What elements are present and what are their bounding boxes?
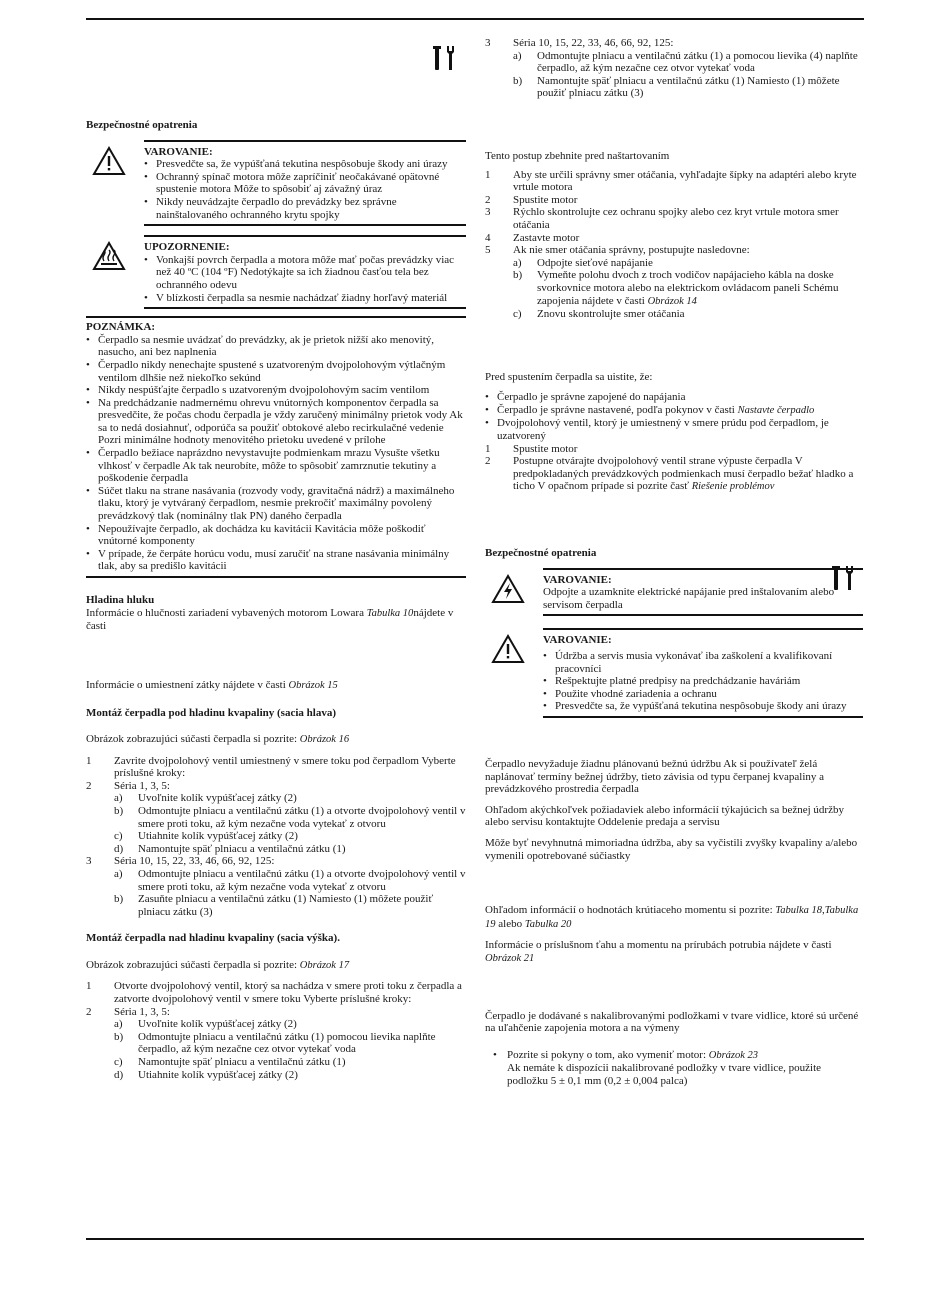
sub-step: c) Znovu skontrolujte smer otáčania [513,308,685,321]
numbered-step: 3 Rýchlo skontrolujte cez ochranu spojky alebo cez kryt vrtule motora smer otáčania [485,206,839,231]
list-item: • Čerpadlo bežiace naprázdno nevystavujte podmienkam mrazu Vysušte všetku vlhkosť v čerpadle Ak tak neurobíte, môže to spôsobiť zamrznutie tekutiny a poškodenie čerpadla [86,447,466,485]
warning-box [543,628,863,718]
electrical-warning-box [543,568,863,617]
maintenance-paragraph: Môže byť nevyhnutná mimoriadna údržba, aby sa vyčistili zvyšky kvapaliny a/alebo vymenili opotrebované súčiastky [485,836,858,862]
above-fig-text: Obrázok zobrazujúci súčasti čerpadla si pozrite: Obrázok 17 [86,958,350,971]
electrical-hazard-icon [491,574,525,604]
torque-text: Ohľadom informácií o hodnotách krútiaceho momentu si pozrite: Tabulka 18,Tabulka 19 alebo Tabulka 20 [485,904,859,930]
warning-text: Odpojte a uzamknite elektrické napájanie pred inštalovaním alebo servisom čerpadla [543,586,835,611]
sub-step: d) Utiahnite kolík vypúšťacej zátky (2) [114,1068,298,1081]
sub-step: d) Namontujte späť plniacu a ventilačnú zátku (1) [114,842,346,855]
numbered-step: 1 Otvorte dvojpolohový ventil, ktorý sa nachádza v smere proti toku z čerpadla a zatvorte dvojpolohový ventil v smere toku Vyberte príslušné kroky: [86,980,462,1006]
numbered-step: 1 Zavrite dvojpolohový ventil umiestnený v smere toku pod čerpadlom Vyberte príslušné kroky: [86,754,456,780]
numbered-step: 4 Zastavte motor [485,231,580,244]
section-reference[interactable]: Riešenie problémov [691,481,775,493]
shim-text: Čerpadlo je dodávané s nakalibrovanými podložkami v tvare vidlice, ktoré sú určené na uľahčenie zapojenia motora a na výmeny [485,1009,859,1035]
list-item: • Čerpadlo sa nesmie uvádzať do prevádzky, ak je prietok nižší ako menovitý, nasucho, ani bez naplnenia [86,334,466,359]
warning-triangle-icon [491,634,525,664]
left-column [86,30,466,1081]
numbered-step: 2 Séria 1, 3, 5: [86,1005,170,1018]
safety-heading: Bezpečnostné opatrenia [86,119,198,131]
safety-heading: Bezpečnostné opatrenia [485,547,597,560]
figure-reference[interactable]: Obrázok 17 [299,959,350,971]
list-item: • Použite vhodné zariadenia a ochranu [543,688,863,701]
list-item: • Pozrite si pokyny o tom, ako vymeniť motor: Obrázok 23 Ak nemáte k dispozícii nakalibrované podložky v tvare vidlice, použite podložku 5 ± 0,1 mm (0,2 ± 0,004 palca) [493,1049,863,1088]
bottom-rule [86,1238,864,1240]
numbered-step: 3 Séria 10, 15, 22, 33, 46, 66, 92, 125: [485,37,674,49]
list-item: • Čerpadlo je správne zapojené do napájania [485,391,863,404]
figure-reference[interactable]: Obrázok 15 [288,679,338,691]
list-item: • Údržba a servis musia vykonávať iba zaškolení a kvalifikovaní pracovníci [543,650,863,675]
sub-step: c) Utiahnite kolík vypúšťacej zátky (2) [114,830,298,843]
list-item: • Čerpadlo nikdy nenechajte spustené s uzatvoreným dvojpolohovým výtlačným ventilom dlhšie než niekoľko sekúnd [86,359,466,384]
figure-reference[interactable]: Obrázok 21 [485,952,535,964]
list-item: • Presvedčte sa, že vypúšťaná tekutina nespôsobuje škody ani úrazy [144,158,466,171]
hot-surface-icon [92,241,126,271]
list-item: • Čerpadlo je správne nastavené, podľa pokynov v časti Nastavte čerpadlo [485,404,863,418]
noise-heading: Hladina hluku [86,594,155,606]
list-item: • Dvojpolohový ventil, ktorý je umiestnený v smere prúdu pod čerpadlom, je uzatvorený [485,417,863,442]
warning-box [144,140,466,227]
numbered-step: 2 Spustite motor [485,193,578,206]
maintenance-paragraph: Ohľadom akýchkoľvek požiadaviek alebo informácií týkajúcich sa bežnej údržby alebo servisu kontaktujte Oddelenie predaja a servisu [485,803,844,829]
sub-step: a) Odmontujte plniacu a ventilačnú zátku (1) a pomocou lievika (4) naplňte čerpadlo, až kým nezačne cez otvor vytekať voda [513,49,858,75]
sub-step: b) Namontujte späť plniacu a ventilačnú zátku (1) Namiesto (1) môžete použiť plniacu zátku (3) [513,74,840,100]
above-liquid-heading: Montáž čerpadla nad hladinu kvapaliny (sacia výška). [86,932,340,945]
start-intro: Pred spustením čerpadla sa uistite, že: [485,370,653,383]
warning-title: VAROVANIE: [144,145,213,158]
list-item: • Rešpektujte platné predpisy na predchádzanie haváriám [543,675,863,688]
figure-reference[interactable]: Obrázok 14 [647,295,697,307]
plug-text: Informácie o umiestnení zátky nájdete v časti Obrázok 15 [86,678,338,691]
list-item: • V blízkosti čerpadla sa nesmie nachádzať žiadny horľavý materiál [144,292,466,305]
caution-title: UPOZORNENIE: [144,241,230,254]
sub-step: c) Namontujte späť plniacu a ventilačnú zátku (1) [114,1056,346,1069]
list-item: • Nepoužívajte čerpadlo, ak dochádza ku kavitácii Kavitácia môže poškodiť vnútorné komponenty [86,523,466,548]
sub-step: b) Odmontujte plniacu a ventilačnú zátku (1) pomocou lievika naplňte čerpadlo, až kým nezačne cez otvor vytekať voda [114,1030,436,1056]
numbered-step: 2 Postupne otvárajte dvojpolohový ventil strane výpuste čerpadla V predpokladaných prevádzkových podmienkach musí čerpadlo bežať hladko a ticho V opačnom prípade si pozrite časť Riešenie problémov [485,455,854,493]
sub-step: b) Odmontujte plniacu a ventilačnú zátku (1) a otvorte dvojpolohový ventil v smere proti toku, až kým nezačne voda vytekať z otvoru [114,804,466,830]
right-column [485,30,863,1087]
list-item: • Na predchádzanie nadmernému ohrevu vnútorných komponentov čerpadla sa presvedčite, že počas chodu čerpadla je vždy zaručený minimálny prietok vody Ak sa to nedá dosiahnuť, odporúča sa použiť obtokové alebo recirkulačné vedenie Pozri minimálne hodnoty menovitého prietoku uvedené v prílohe [86,397,466,447]
sub-step: a) Uvoľnite kolík vypúšťacej zátky (2) [114,792,297,805]
sub-step: b) Zasuňte plniacu a ventilačnú zátku (1) Namiesto (1) môžete použiť plniacu zátku (3) [114,893,434,918]
numbered-step: 1 Spustite motor [485,442,578,455]
sub-step: b) Vymeňte polohu dvoch z troch vodičov napájacieho kábla na doske svorkovnice motora alebo na elektrickom ovládacom paneli Schému zapojenia nájdete v časti Obrázok 14 [513,269,839,307]
warning-triangle-icon [92,146,126,176]
table-reference[interactable]: Tabulka 10 [366,607,414,619]
sub-step: a) Odmontujte plniacu a ventilačnú zátku (1) a otvorte dvojpolohový ventil v smere proti toku, až kým nezačne voda vytekať z otvoru [114,867,466,893]
numbered-step: 1 Aby ste určili správny smer otáčania, vyhľadajte šípky na adaptéri alebo kryte vrtule motora [485,168,857,194]
numbered-step: 5 Ak nie smer otáčania správny, postupujte nasledovne: [485,244,750,257]
table-reference[interactable]: Tabulka 18 [775,905,822,917]
noise-text: Informácie o hlučnosti zariadení vybavených motorom Lowara Tabulka 10nájdete v časti [86,606,454,633]
numbered-step: 2 Séria 1, 3, 5: [86,779,170,792]
list-item: • Vonkajší povrch čerpadla a motora môže mať počas prevádzky viac než 40 ºC (104 ºF) Nedotýkajte sa ich žiadnou časťou tela bez ochranného odevu [144,254,466,292]
warning-title: VAROVANIE: [543,634,612,647]
note-title: POZNÁMKA: [86,316,466,334]
list-item: • Súčet tlaku na strane nasávania (rozvody vody, gravitačná nádrž) a maximálneho tlaku, ktorý je vytváraný čerpadlom, nesmie prekročiť maximálny povolený prevádzkový tlak (nominálny tlak PN) daného čerpadla [86,485,466,523]
list-item: • Ochranný spínač motora môže zapríčiniť neočakávané opätovné spustenie motora Môže to spôsobiť aj závažný úraz [144,171,466,196]
rotation-intro: Tento postup zbehnite pred naštartovaním [485,149,670,162]
maintenance-paragraph: Čerpadlo nevyžaduje žiadnu plánovanú bežnú údržbu Ak si používateľ želá naplánovať termíny bežnej údržby, tieto závisia od typu čerpanej kvapaliny a prevádzkového prostredia čerpadla [485,757,825,796]
warning-title: VAROVANIE: [543,573,612,586]
figure-reference[interactable]: Obrázok 23 [708,1049,759,1061]
below-fig-text: Obrázok zobrazujúci súčasti čerpadla si pozrite: Obrázok 16 [86,732,350,745]
table-reference[interactable]: Tabulka 19 [485,905,859,930]
top-rule [86,18,864,20]
below-liquid-heading: Montáž čerpadla pod hladinu kvapaliny (sacia hlava) [86,707,336,720]
note-box [86,334,466,578]
numbered-step: 3 Séria 10, 15, 22, 33, 46, 66, 92, 125: [86,855,275,868]
section-reference[interactable]: Nastavte čerpadlo [737,404,815,416]
list-item: • Presvedčte sa, že vypúšťaná tekutina nespôsobuje škody ani úrazy [543,700,863,713]
caution-box [144,235,466,309]
list-item: • V prípade, že čerpáte horúcu vodu, musí zaručiť na strane nasávania minimálny tlak, aby sa predišlo kavitácii [86,548,466,573]
sub-step: a) Uvoľnite kolík vypúšťacej zátky (2) [114,1018,297,1031]
list-item: • Nikdy nespúšťajte čerpadlo s uzatvoreným dvojpolohovým sacím ventilom [86,384,466,397]
flange-text: Informácie o príslušnom ťahu a momentu na prírubách potrubia nájdete v časti Obrázok 21 [485,939,832,964]
list-item: • Nikdy neuvádzajte čerpadlo do prevádzky bez správne nainštalovaného ochranného krytu spojky [144,196,466,221]
figure-reference[interactable]: Obrázok 16 [299,733,350,745]
table-reference[interactable]: Tabulka 20 [524,918,572,930]
sub-step: a) Odpojte sieťové napájanie [513,256,653,269]
